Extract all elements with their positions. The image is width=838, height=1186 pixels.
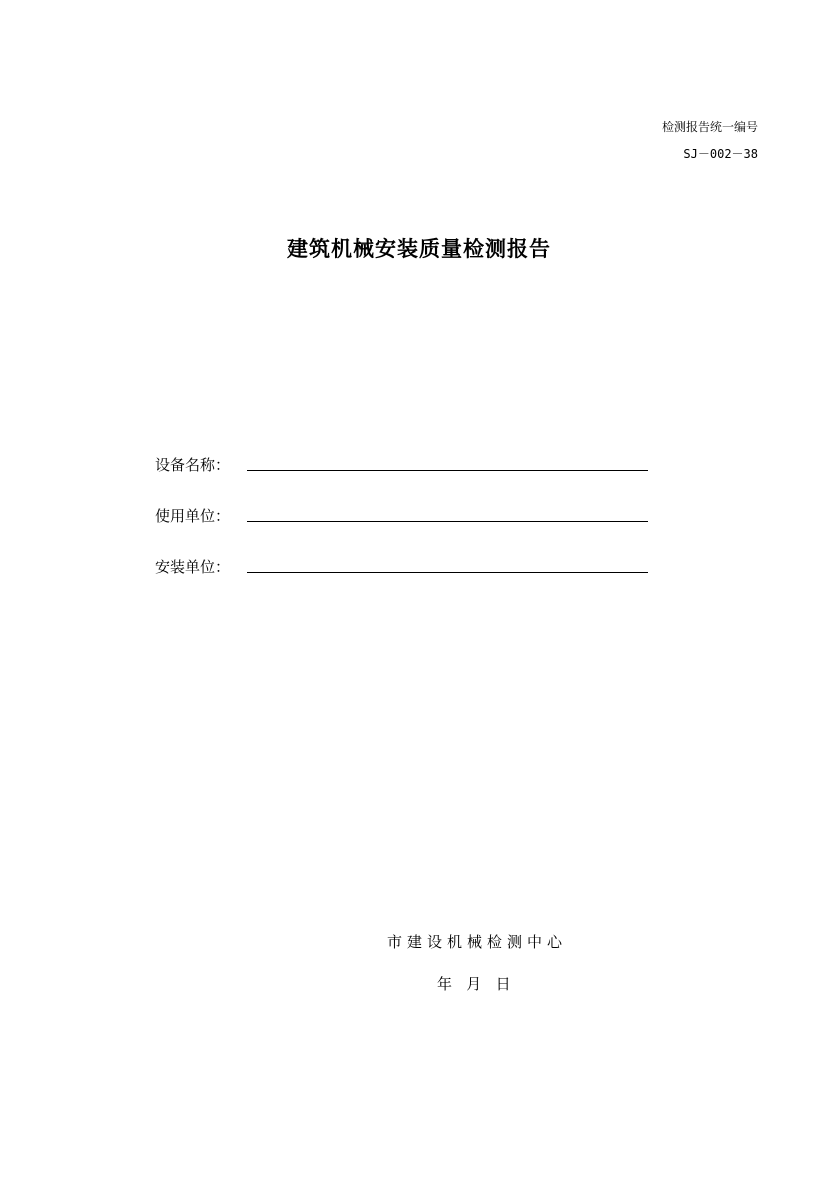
report-number-block: [662, 120, 758, 161]
user-unit-underline: [247, 521, 648, 522]
equipment-name-label: 设备名称：: [155, 456, 231, 474]
page-title: 建筑机械安装质量检测报告: [287, 237, 551, 261]
issue-date: 年 月 日: [437, 975, 511, 993]
issuer-name: 市建设机械检测中心: [387, 933, 568, 951]
report-number-label: 检测报告统一编号: [661, 120, 758, 134]
installer-unit-label: 安装单位：: [155, 558, 231, 576]
equipment-name-underline: [247, 470, 648, 471]
report-number: SJ－002－38: [683, 147, 758, 161]
installer-unit-underline: [247, 572, 648, 573]
user-unit-label: 使用单位：: [155, 507, 231, 525]
